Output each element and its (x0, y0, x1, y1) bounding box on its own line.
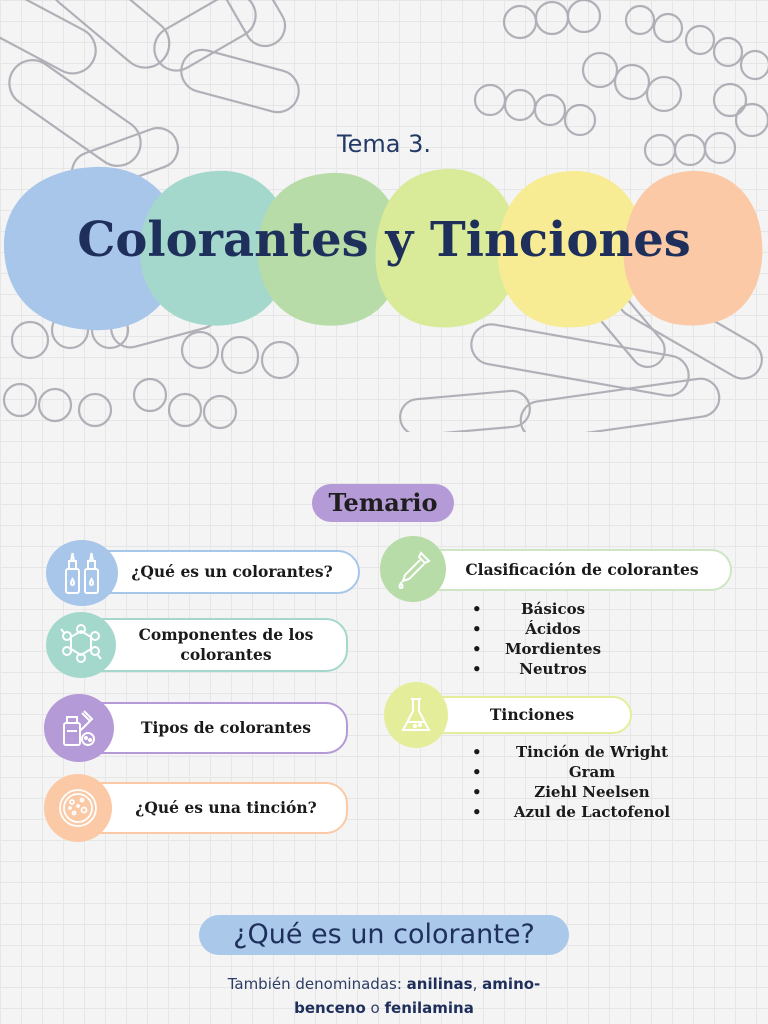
topic-componentes[interactable] (76, 618, 348, 672)
bullet-item: • Ácidos (472, 619, 634, 639)
pipette-icon (380, 536, 446, 602)
topic-tipos[interactable] (76, 702, 348, 754)
topic-que-es-colorantes[interactable] (76, 550, 360, 594)
temario-heading: Temario (312, 484, 454, 522)
topic-label: ¿Qué es un colorantes? (131, 562, 333, 581)
topic-label: Tipos de colorantes (140, 718, 312, 737)
topic-tinciones[interactable] (420, 696, 632, 734)
desc-sep: o (365, 999, 385, 1017)
section-description (0, 972, 768, 1020)
term-benceno: benceno (294, 999, 366, 1017)
term-anilinas: anilinas (406, 975, 473, 993)
bullet-item: • Gram (472, 762, 712, 782)
bullet-item: • Neutros (472, 659, 634, 679)
clasificacion-bullet-list (472, 599, 634, 679)
topic-label: Componentes de los colorantes (138, 625, 314, 664)
molecule-icon (46, 612, 116, 678)
lab-kit-icon (44, 694, 114, 762)
topic-label: ¿Qué es una tinción? (135, 798, 317, 817)
dropper-bottles-icon (46, 540, 118, 606)
bullet-item: • Tinción de Wright (472, 742, 712, 762)
topic-clasificacion[interactable] (420, 549, 732, 591)
section-question-heading: ¿Qué es un colorante? (199, 915, 569, 955)
petri-dish-icon (44, 774, 112, 842)
desc-prefix: También denominadas: (227, 975, 407, 993)
desc-sep: , (472, 975, 483, 993)
main-title: Colorantes y Tinciones (77, 212, 691, 268)
topic-number: Tema 3. (337, 130, 431, 158)
bullet-item: • Mordientes (472, 639, 634, 659)
header-banner (0, 0, 768, 432)
tinciones-bullet-list (472, 742, 712, 822)
topic-que-es-tincion[interactable] (76, 782, 348, 834)
flask-icon (384, 682, 448, 748)
bullet-item: • Ziehl Neelsen (472, 782, 712, 802)
bullet-item: • Azul de Lactofenol (472, 802, 712, 822)
term-fenilamina: fenilamina (384, 999, 474, 1017)
term-amino: amino- (482, 975, 541, 993)
bullet-item: • Básicos (472, 599, 634, 619)
topic-label: Tinciones (489, 705, 575, 724)
topic-label: Clasificación de colorantes (465, 560, 699, 579)
